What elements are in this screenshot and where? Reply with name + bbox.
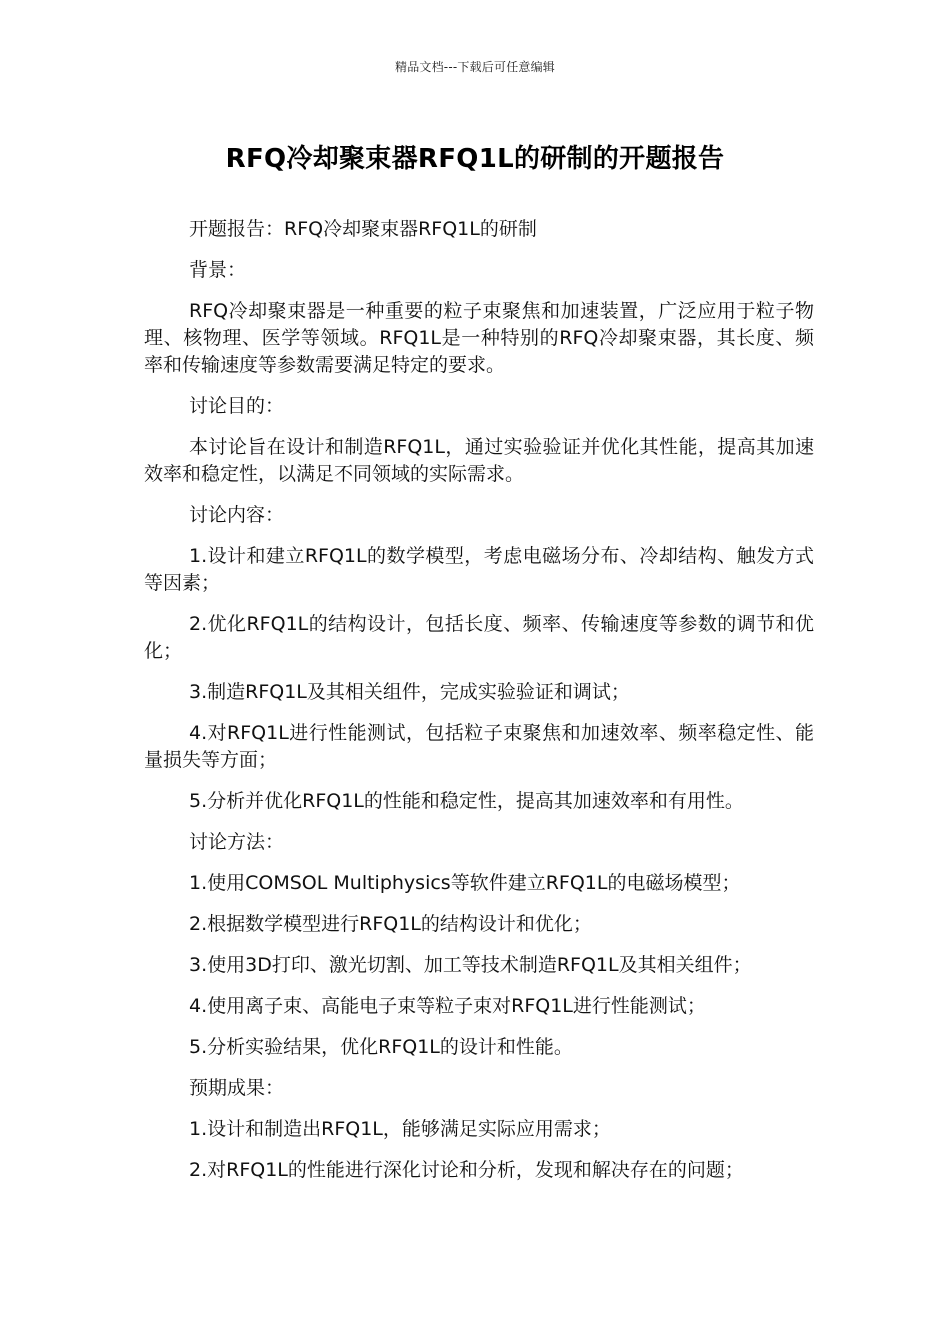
paragraph-report-heading: 开题报告：RFQ冷却聚束器RFQ1L的研制 <box>189 218 537 240</box>
list-item-method-4: 4.使用离子束、高能电子束等粒子束对RFQ1L进行性能测试； <box>189 995 706 1017</box>
list-item-content-2: 2.优化RFQ1L的结构设计，包括长度、频率、传输速度等参数的调节和优化； <box>144 613 814 662</box>
section-heading-background: 背景： <box>189 259 247 281</box>
paragraph-background: RFQ冷却聚束器是一种重要的粒子束聚焦和加速装置，广泛应用于粒子物理、核物理、医学等领域。RFQ1L是一种特别的RFQ冷却聚束器，其长度、频率和传输速度等参数需要满足特定的要求。 <box>144 300 814 376</box>
list-item-content-3: 3.制造RFQ1L及其相关组件，完成实验验证和调试； <box>189 681 630 703</box>
list-item-content-1: 1.设计和建立RFQ1L的数学模型，考虑电磁场分布、冷却结构、触发方式等因素； <box>144 545 814 594</box>
section-heading-method: 讨论方法： <box>189 831 285 853</box>
section-heading-results: 预期成果： <box>189 1077 285 1099</box>
list-item-method-5: 5.分析实验结果，优化RFQ1L的设计和性能。 <box>189 1036 573 1058</box>
list-item-method-3: 3.使用3D打印、激光切割、加工等技术制造RFQ1L及其相关组件； <box>189 954 752 976</box>
list-item-content-4: 4.对RFQ1L进行性能测试，包括粒子束聚焦和加速效率、频率稳定性、能量损失等方面； <box>144 722 814 771</box>
document-title: RFQ冷却聚束器RFQ1L的研制的开题报告 <box>225 144 725 174</box>
list-item-content-5: 5.分析并优化RFQ1L的性能和稳定性，提高其加速效率和有用性。 <box>189 790 744 812</box>
list-item-results-2: 2.对RFQ1L的性能进行深化讨论和分析，发现和解决存在的问题； <box>189 1159 744 1181</box>
paragraph-purpose: 本讨论旨在设计和制造RFQ1L，通过实验验证并优化其性能，提高其加速效率和稳定性，以满足不同领域的实际需求。 <box>144 436 814 485</box>
document-body <box>144 216 814 1198</box>
section-heading-content: 讨论内容： <box>189 504 285 526</box>
list-item-method-1: 1.使用COMSOL Multiphysics等软件建立RFQ1L的电磁场模型； <box>189 872 741 894</box>
header-note: 精品文档---下载后可任意编辑 <box>395 60 555 74</box>
section-heading-purpose: 讨论目的： <box>189 395 285 417</box>
list-item-method-2: 2.根据数学模型进行RFQ1L的结构设计和优化； <box>189 913 592 935</box>
list-item-results-1: 1.设计和制造出RFQ1L，能够满足实际应用需求； <box>189 1118 611 1140</box>
